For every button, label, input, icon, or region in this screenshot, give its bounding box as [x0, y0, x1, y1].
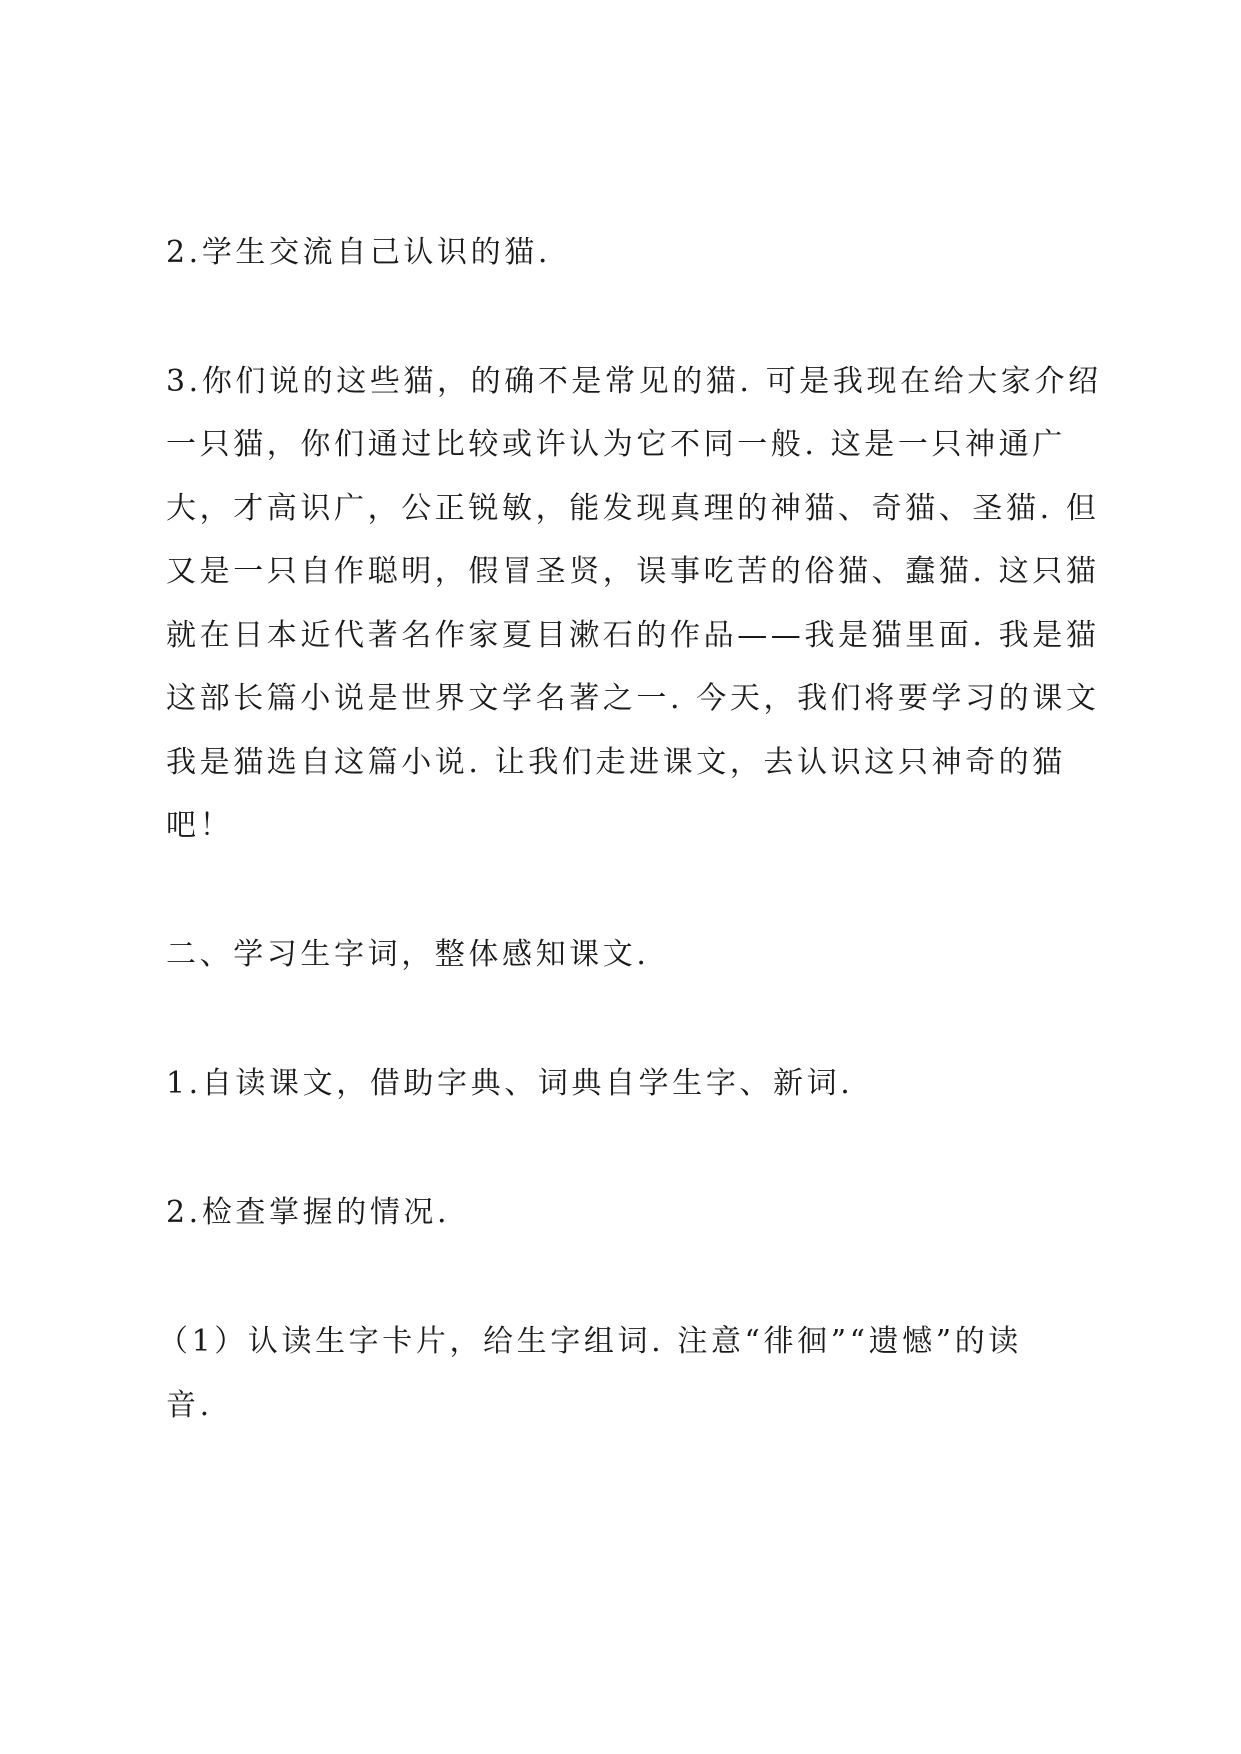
- step-3-line-3: 大，才高识广，公正锐敏，能发现真理的神猫、奇猫、圣猫. 但: [166, 491, 1100, 526]
- item-1-line-2: 音.: [166, 1388, 213, 1423]
- step-3-line-5: 就在日本近代著名作家夏目漱石的作品——我是猫里面. 我是猫: [166, 618, 1100, 653]
- step-3-line-7: 我是猫选自这篇小说. 让我们走进课文，去认识这只神奇的猫: [166, 745, 1066, 780]
- substep-1-line: 1.自读课文，借助字典、词典自学生字、新词.: [166, 1066, 854, 1101]
- step-3-line-4: 又是一只自作聪明，假冒圣贤，误事吃苦的俗猫、蠢猫. 这只猫: [166, 554, 1100, 589]
- step-3-line-6: 这部长篇小说是世界文学名著之一. 今天，我们将要学习的课文: [166, 681, 1100, 716]
- step-2-line: 2.学生交流自己认识的猫.: [166, 235, 551, 270]
- step-3-line-8: 吧！: [166, 808, 234, 843]
- substep-2-line: 2.检查掌握的情况.: [166, 1195, 451, 1230]
- section-heading-2: 二、学习生字词，整体感知课文.: [166, 937, 650, 972]
- item-1-line-1: （1）认读生字卡片，给生字组词. 注意“徘徊”“遗憾”的读: [158, 1324, 1022, 1359]
- step-3-line-1: 3.你们说的这些猫，的确不是常见的猫. 可是我现在给大家介绍: [166, 364, 1102, 399]
- step-3-line-2: 一只猫，你们通过比较或许认为它不同一般. 这是一只神通广: [166, 427, 1066, 462]
